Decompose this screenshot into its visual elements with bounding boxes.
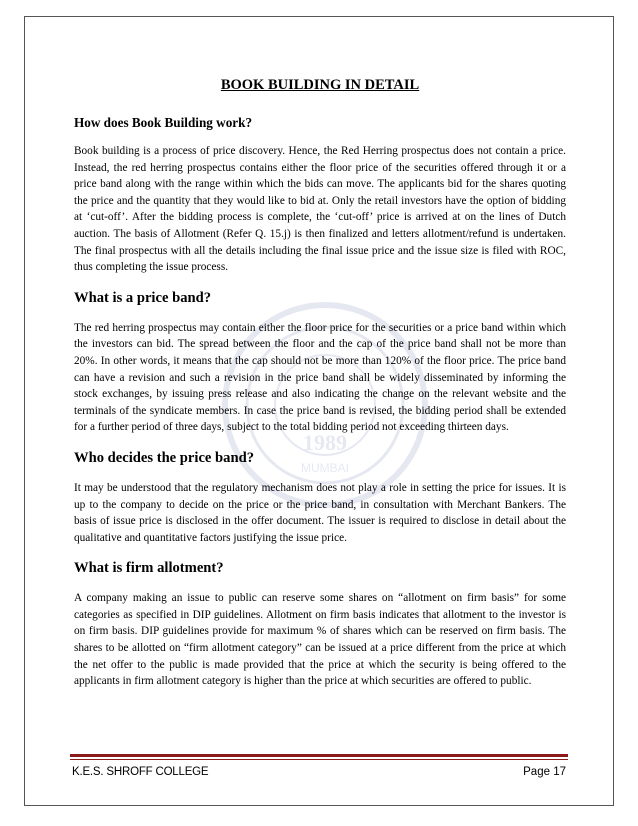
section-heading: How does Book Building work?: [74, 115, 253, 130]
footer-college-name: K.E.S. SHROFF COLLEGE: [72, 766, 209, 778]
page-title: BOOK BUILDING IN DETAIL: [220, 77, 420, 93]
section-paragraph: A company making an issue to public can reserve some shares on “allotment on firm basis” for some categories as specified in DIP guidelines. Allotment on firm basis indicates that allotment to the investor is on firm basis. DIP guidelines provide for maximum % of shares which can be reserved on firm basis. The shares to be allotted on “firm allotment category” can be issued at a price different from the price at which the net offer to the public is made provided that the price at which the security is being offered to the applicants in firm allotment category is higher than the price at which securities are offered to public.: [74, 592, 566, 688]
section-paragraph: The red herring prospectus may contain either the floor price for the securities or a price band within which the investors can bid. The spread between the floor and the cap of the price band shall not be more than 20%. In other words, it means that the cap should not be more than 120% of the floor price. The price band can have a revision and such a revision in the price band shall be widely disseminated by informing the stock exchanges, by issuing press release and also indicating the change on the relevant website and the terminals of the syndicate members. In case the price band is revised, the bidding period shall be extended for a further period of three days, subject to the total bidding period not exceeding thirteen days.: [74, 321, 566, 434]
footer-rule-thick: [70, 754, 568, 757]
section-heading: Who decides the price band?: [74, 449, 254, 466]
page-content: [74, 76, 566, 703]
section-paragraph: It may be understood that the regulatory mechanism does not play a role in setting the price for issues. It is up to the company to decide on the price or the price band, in consultation with Merchant Bankers. The basis of issue price is disclosed in the offer document. The issuer is required to disclose in detail about the qualitative and quantitative factors justifying the issue price.: [74, 481, 566, 544]
watermark-year: 1989: [303, 430, 347, 455]
section-paragraph: Book building is a process of price discovery. Hence, the Red Herring prospectus does not contain a price. Instead, the red herring prospectus contains either the floor price of the securities offered through it or a price band along with the range within which the bids can move. The applicants bid for the shares quoting the price and the quantity that they would like to bid at. Only the retail investors have the option of bidding at ‘cut-off’. After the bidding process is complete, the ‘cut-off’ price is arrived at on the lines of Dutch auction. The basis of Allotment (Refer Q. 15.j) is then finalized and letters allotment/refund is undertaken. The final prospectus with all the details including the final issue price and the issue size is filed with ROC, thus completing the issue process.: [74, 145, 566, 274]
footer-page-number: Page 17: [523, 766, 566, 778]
section-heading: What is firm allotment?: [74, 560, 224, 577]
section-heading: What is a price band?: [74, 289, 212, 306]
footer-rule-thin: [70, 759, 568, 760]
watermark-city: MUMBAI: [301, 461, 349, 475]
